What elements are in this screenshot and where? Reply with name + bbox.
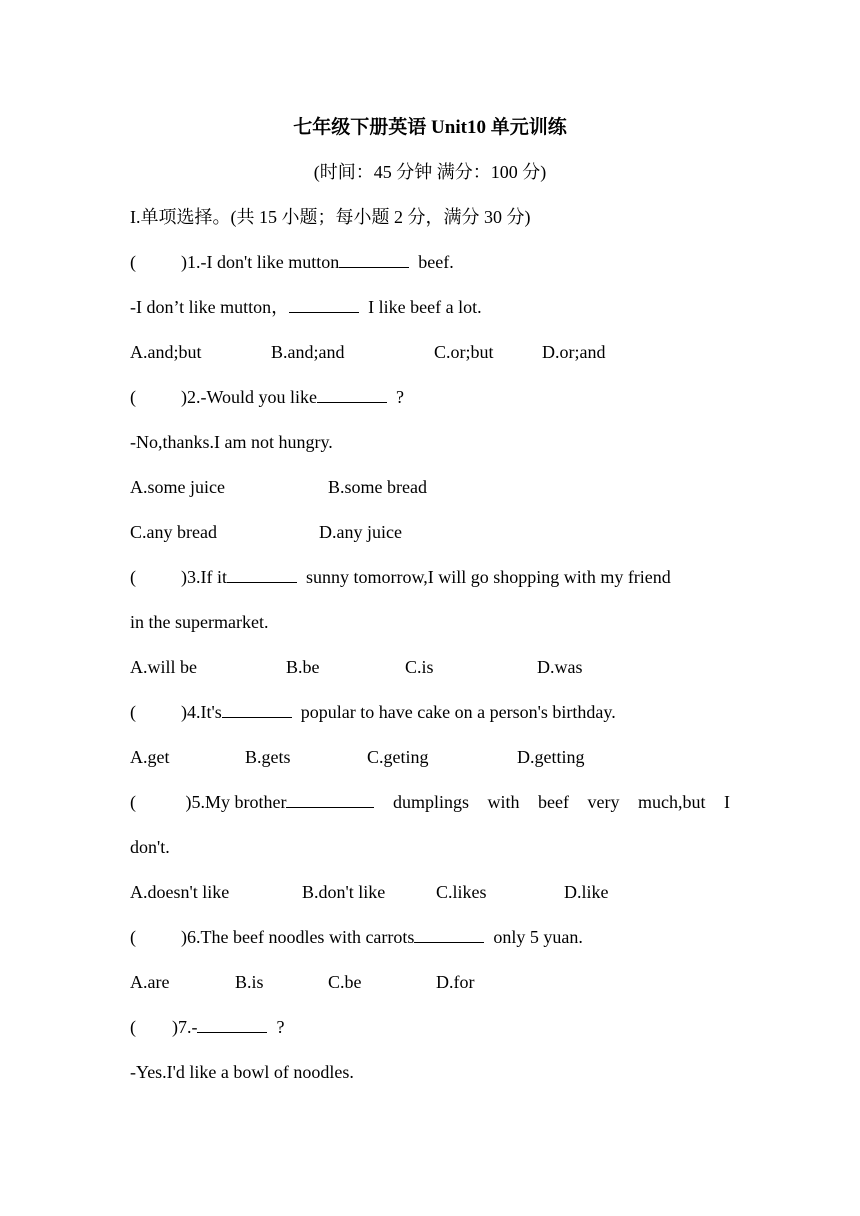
option-b: B.gets	[245, 747, 291, 767]
answer-blank	[414, 926, 484, 943]
option-d: D.or;and	[542, 342, 606, 362]
option-b: B.some bread	[328, 477, 427, 497]
question-7-line2: -Yes.I'd like a bowl of noodles.	[130, 1062, 354, 1082]
stem-word: much,but	[637, 792, 706, 812]
option-c: C.likes	[436, 882, 487, 902]
stem-text: sunny tomorrow,I will go shopping with my friend	[296, 567, 671, 587]
question-3-stem	[130, 566, 671, 588]
option-b: B.be	[286, 657, 320, 677]
option-d: D.like	[564, 882, 609, 902]
page-subtitle: (时间：45 分钟 满分：100 分)	[313, 162, 547, 182]
stem-text: ( )2.-Would you like	[130, 387, 318, 407]
section-heading: I.单项选择。(共 15 小题；每小题 2 分，满分 30 分)	[130, 207, 531, 227]
answer-blank	[317, 386, 387, 403]
page-title: 七年级下册英语 Unit10 单元训练	[293, 117, 567, 138]
option-b: B.is	[235, 972, 264, 992]
question-5-stem	[130, 791, 730, 813]
stem-number: ( )5.My brother	[130, 792, 287, 812]
stem-text: ( )6.The beef noodles with carrots	[130, 927, 415, 947]
answer-blank	[289, 296, 359, 313]
option-b: B.don't like	[302, 882, 386, 902]
stem-text: beef.	[409, 252, 454, 272]
stem-word: very	[587, 792, 620, 812]
option-a: A.and;but	[130, 342, 202, 362]
stem-text	[130, 791, 374, 813]
option-c: C.geting	[367, 747, 429, 767]
option-a: A.get	[130, 747, 170, 767]
stem-text: ?	[387, 387, 405, 407]
stem-word: beef	[538, 792, 569, 812]
stem-word: I	[723, 792, 730, 812]
stem-text: only 5 yuan.	[484, 927, 583, 947]
question-4-stem	[130, 701, 616, 723]
option-c: C.or;but	[434, 342, 494, 362]
question-2-line2: -No,thanks.I am not hungry.	[130, 432, 333, 452]
stem-word: with	[487, 792, 520, 812]
option-c: C.is	[405, 657, 434, 677]
stem-text: -I don’t like mutton，	[130, 297, 290, 317]
stem-text: popular to have cake on a person's birthday.	[291, 702, 616, 722]
option-a: A.doesn't like	[130, 882, 230, 902]
answer-blank	[227, 566, 297, 583]
stem-text: ( )3.If it	[130, 567, 227, 587]
stem-text: ?	[267, 1017, 285, 1037]
stem-text: ( )4.It's	[130, 702, 222, 722]
option-c: C.any bread	[130, 522, 217, 542]
question-2-stem	[130, 386, 404, 408]
option-a: A.are	[130, 972, 170, 992]
answer-blank	[197, 1016, 267, 1033]
option-a: A.will be	[130, 657, 197, 677]
question-5-line2: don't.	[130, 837, 170, 857]
option-d: D.getting	[517, 747, 585, 767]
option-b: B.and;and	[271, 342, 345, 362]
stem-text: I like beef a lot.	[359, 297, 482, 317]
stem-word: dumplings	[392, 792, 469, 812]
question-6-stem	[130, 926, 583, 948]
question-7-stem	[130, 1016, 284, 1038]
option-d: D.was	[537, 657, 583, 677]
answer-blank	[339, 251, 409, 268]
question-1-line2	[130, 296, 482, 318]
option-d: D.any juice	[319, 522, 402, 542]
stem-text: ( )7.-	[130, 1017, 198, 1037]
answer-blank	[222, 701, 292, 718]
question-3-line2: in the supermarket.	[130, 612, 269, 632]
answer-blank	[286, 791, 374, 808]
option-d: D.for	[436, 972, 475, 992]
question-1-stem	[130, 251, 454, 273]
option-c: C.be	[328, 972, 362, 992]
option-a: A.some juice	[130, 477, 225, 497]
stem-text: ( )1.-I don't like mutton	[130, 252, 340, 272]
